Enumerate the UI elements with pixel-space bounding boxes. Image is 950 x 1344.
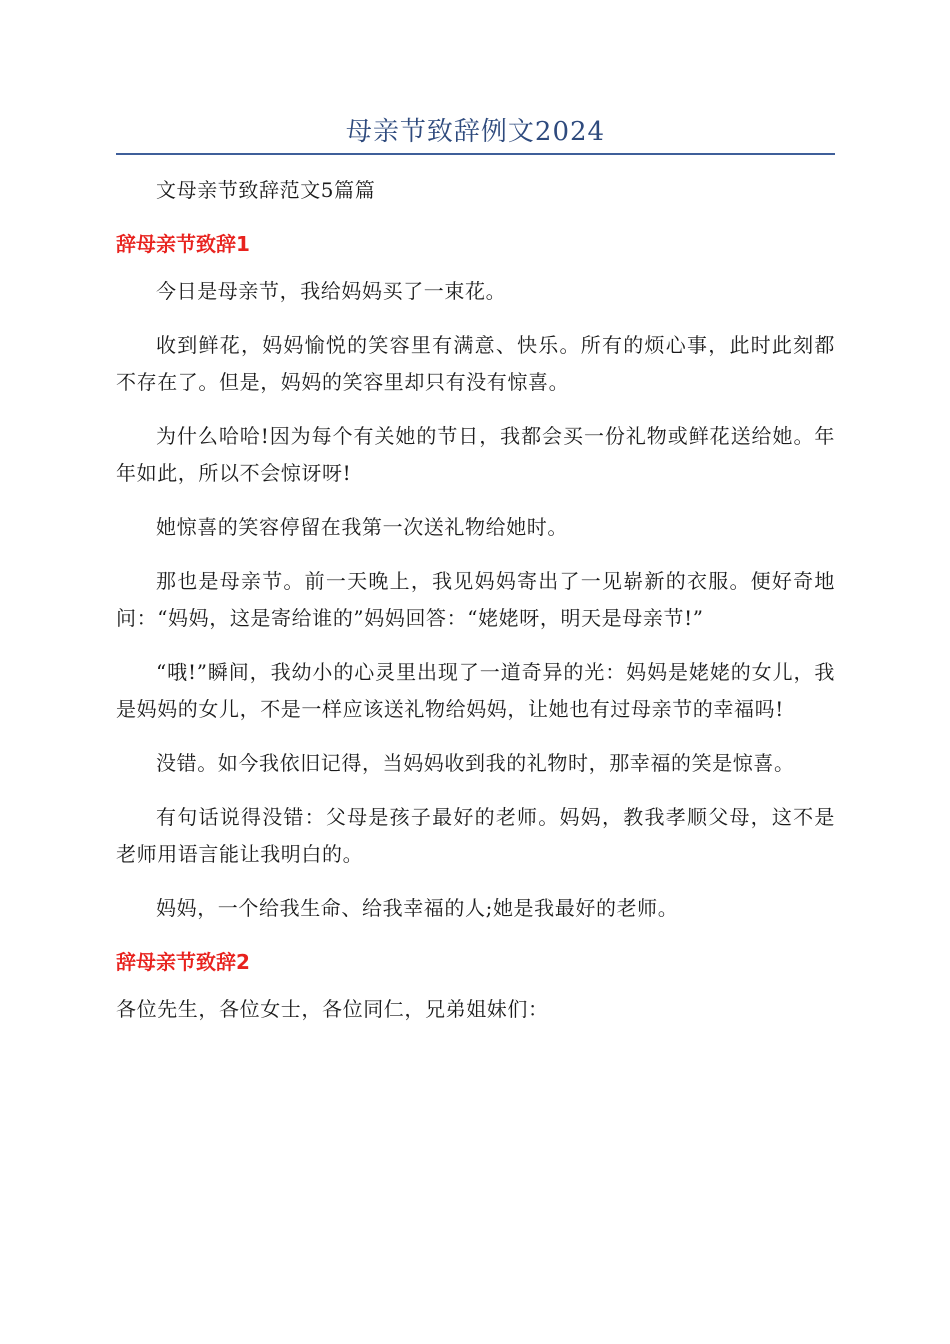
paragraph: “哦!”瞬间，我幼小的心灵里出现了一道奇异的光：妈妈是姥姥的女儿，我是妈妈的女儿，不是一样应该送礼物给妈妈，让她也有过母亲节的幸福吗! [116, 660, 835, 721]
paragraph: 她惊喜的笑容停留在我第一次送礼物给她时。 [156, 515, 568, 539]
paragraph: 妈妈，一个给我生命、给我幸福的人;她是我最好的老师。 [156, 896, 679, 920]
paragraph: 为什么哈哈!因为每个有关她的节日，我都会买一份礼物或鲜花送给她。年年如此，所以不会惊讶呀! [116, 424, 835, 485]
document-title: 母亲节致辞例文2024 [345, 117, 606, 147]
paragraph: 有句话说得没错：父母是孩子最好的老师。妈妈，教我孝顺父母，这不是老师用语言能让我明白的。 [116, 805, 835, 866]
title-underline [116, 153, 835, 155]
section-heading-1: 辞母亲节致辞1 [116, 232, 250, 256]
section-heading-2: 辞母亲节致辞2 [116, 950, 250, 974]
document-body [116, 172, 835, 1045]
paragraph: 没错。如今我依旧记得，当妈妈收到我的礼物时，那幸福的笑是惊喜。 [156, 751, 795, 775]
paragraph: 今日是母亲节，我给妈妈买了一束花。 [156, 279, 507, 303]
paragraph: 收到鲜花，妈妈愉悦的笑容里有满意、快乐。所有的烦心事，此时此刻都不存在了。但是，妈妈的笑容里却只有没有惊喜。 [116, 333, 835, 394]
subtitle: 文母亲节致辞范文5篇篇 [156, 178, 376, 202]
greeting-paragraph: 各位先生，各位女士，各位同仁，兄弟姐妹们： [116, 997, 549, 1021]
paragraph: 那也是母亲节。前一天晚上，我见妈妈寄出了一见崭新的衣服。便好奇地问：“妈妈，这是寄给谁的”妈妈回答：“姥姥呀，明天是母亲节!” [116, 569, 835, 630]
